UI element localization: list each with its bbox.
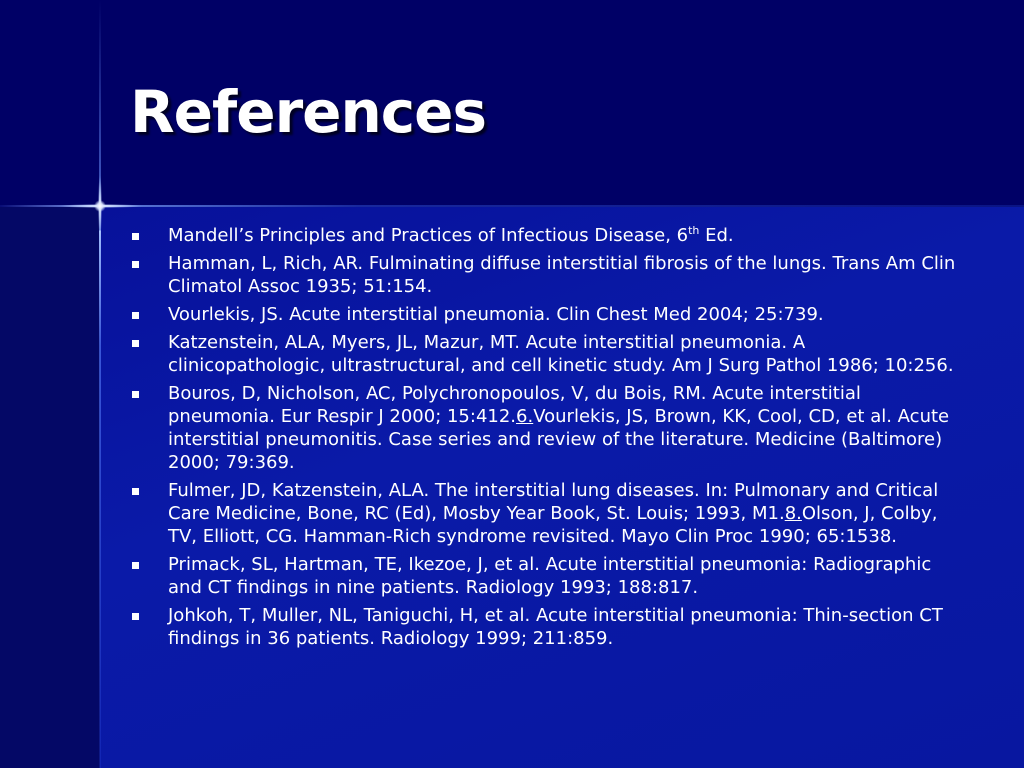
reference-text: Vourlekis, JS. Acute interstitial pneumonia. Clin Chest Med 2004; 25:739.: [168, 304, 824, 325]
reference-item-1: [128, 224, 968, 247]
reference-text: Bouros, D, Nicholson, AC, Polychronopoulos, V, du Bois, RM. Acute interstitial pneumonia. Eur Respir J 2000; 15:412.: [168, 383, 861, 427]
left-margin-strip: [0, 207, 100, 768]
reference-text: Hamman, L, Rich, AR. Fulminating diffuse interstitial fibrosis of the lungs. Trans Am Clin Climatol Assoc 1935; 51:154.: [168, 253, 956, 297]
square-bullet-icon: [132, 340, 139, 347]
reference-item-3: [128, 303, 968, 326]
square-bullet-icon: [132, 233, 139, 240]
reference-item-2: [128, 252, 968, 298]
slide-title: References: [130, 78, 487, 146]
reference-link-8[interactable]: 8.: [784, 503, 802, 524]
square-bullet-icon: [132, 312, 139, 319]
reference-item-5: [128, 382, 968, 474]
reference-text: Katzenstein, ALA, Myers, JL, Mazur, MT. Acute interstitial pneumonia. A clinicopathologic, ultrastructural, and cell kinetic study. Am J Surg Pathol 1986; 10:256.: [168, 332, 954, 376]
reference-text-end: Olson, J, Colby, TV, Elliott, CG. Hamman-Rich syndrome revisited. Mayo Clin Proc 1990; 65:1538.: [168, 503, 938, 547]
reference-item-4: [128, 331, 968, 377]
square-bullet-icon: [132, 488, 139, 495]
ordinal-superscript: th: [688, 224, 700, 237]
reference-text: Primack, SL, Hartman, TE, Ikezoe, J, et al. Acute interstitial pneumonia: Radiographic and CT findings in nine patients. Radiology 1993; 188:817.: [168, 554, 932, 598]
square-bullet-icon: [132, 391, 139, 398]
reference-item-6: [128, 479, 968, 548]
reference-text: Fulmer, JD, Katzenstein, ALA. The interstitial lung diseases. In: Pulmonary and Critical Care Medicine, Bone, RC (Ed), Mosby Year Book, St. Louis; 1993, M1.: [168, 480, 939, 524]
square-bullet-icon: [132, 562, 139, 569]
reference-link-6[interactable]: 6.: [516, 406, 534, 427]
vertical-accent-line: [99, 0, 101, 768]
reference-item-8: [128, 604, 968, 650]
sparkle-star-icon: [94, 200, 106, 212]
square-bullet-icon: [132, 261, 139, 268]
reference-text-end: Vourlekis, JS, Brown, KK, Cool, CD, et al. Acute interstitial pneumonitis. Case series and review of the literature. Medicine (Baltimore) 2000; 79:369.: [168, 406, 950, 473]
reference-item-7: [128, 553, 968, 599]
reference-list: [128, 224, 968, 655]
horizontal-accent-line: [0, 205, 1024, 207]
reference-text-end: Ed.: [699, 225, 734, 246]
reference-text: Johkoh, T, Muller, NL, Taniguchi, H, et al. Acute interstitial pneumonia: Thin-section CT findings in 36 patients. Radiology 1999; 211:859.: [168, 605, 943, 649]
reference-text: Mandell’s Principles and Practices of Infectious Disease, 6: [168, 225, 689, 246]
square-bullet-icon: [132, 613, 139, 620]
